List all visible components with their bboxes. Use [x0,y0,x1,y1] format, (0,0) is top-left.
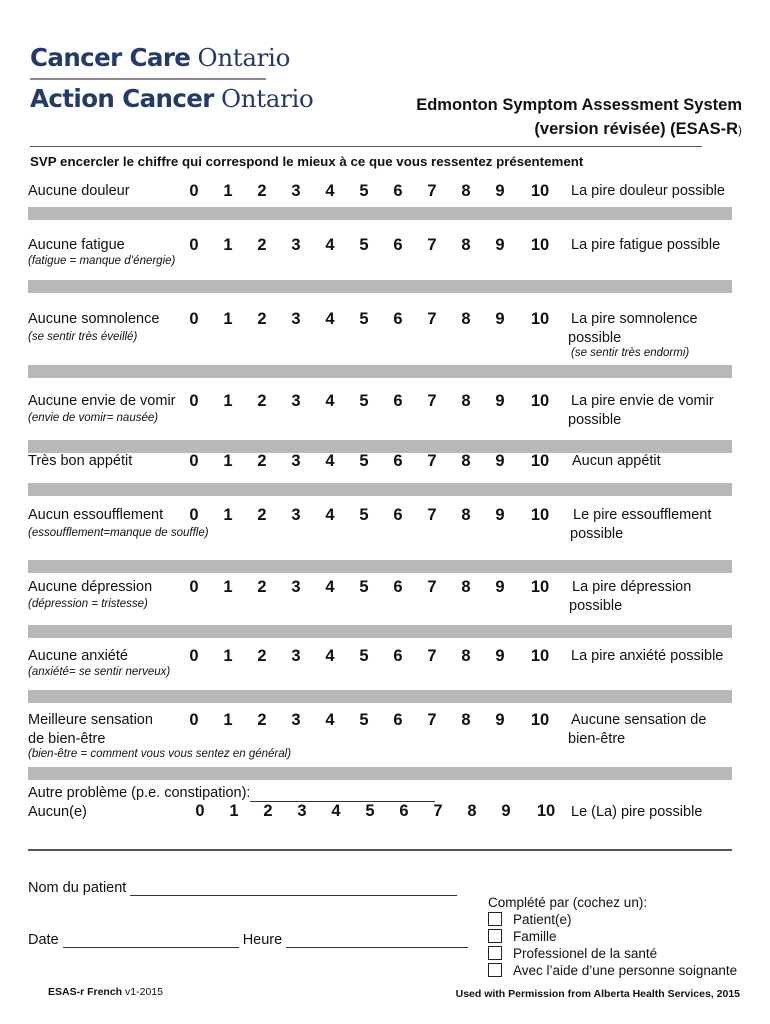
rating-option-8[interactable]: 8 [461,647,471,665]
rating-option-10[interactable]: 10 [530,182,550,200]
title-divider [30,146,702,147]
rating-option-0[interactable]: 0 [189,236,199,254]
rating-option-0[interactable]: 0 [189,647,199,665]
rating-option-7[interactable]: 7 [427,452,437,470]
rating-option-7[interactable]: 7 [427,506,437,524]
rating-option-4[interactable]: 4 [325,452,335,470]
rating-option-10[interactable]: 10 [530,711,550,729]
rating-option-1[interactable]: 1 [223,392,233,410]
rating-option-1[interactable]: 1 [223,236,233,254]
symptom-right-label: Aucune sensation de [571,712,707,728]
rating-option-5[interactable]: 5 [359,182,369,200]
rating-option-0[interactable]: 0 [189,392,199,410]
logo-french-light: Ontario [220,84,314,113]
other-rating-option-4[interactable]: 4 [331,802,341,820]
symptom-right-label-line2: possible [568,330,622,346]
rating-option-2[interactable]: 2 [257,310,267,328]
other-rating-option-9[interactable]: 9 [501,802,511,820]
rating-option-1[interactable]: 1 [223,506,233,524]
rating-option-2[interactable]: 2 [257,182,267,200]
rating-option-2[interactable]: 2 [257,452,267,470]
date-time-field [28,932,468,948]
other-rating-option-5[interactable]: 5 [365,802,375,820]
rating-option-7[interactable]: 7 [427,647,437,665]
row-divider-bar [28,365,732,378]
logo-line-french [30,83,314,115]
permission-notice: Used with Permission from Alberta Health Services, 2015 [455,988,740,1000]
symptom-left-label: Aucune envie de vomir [28,393,176,409]
other-rating-option-7[interactable]: 7 [433,802,443,820]
other-rating-option-2[interactable]: 2 [263,802,273,820]
rating-option-4[interactable]: 4 [325,506,335,524]
symptom-left-description: (bien-être = comment vous vous sentez en général) [28,748,292,760]
other-rating-option-0[interactable]: 0 [195,802,205,820]
rating-option-8[interactable]: 8 [461,506,471,524]
rating-option-7[interactable]: 7 [427,578,437,596]
completed-by-title: Complété par (cochez un): [488,895,648,910]
rating-option-6[interactable]: 6 [393,310,403,328]
rating-option-7[interactable]: 7 [427,236,437,254]
symptom-left-label: Aucune somnolence [28,311,160,327]
symptom-left-description: (se sentir très éveillé) [28,331,138,343]
rating-option-6[interactable]: 6 [393,452,403,470]
rating-option-9[interactable]: 9 [495,452,505,470]
rating-option-9[interactable]: 9 [495,647,505,665]
rating-option-8[interactable]: 8 [461,392,471,410]
completed-by-options [488,911,737,979]
rating-option-10[interactable]: 10 [530,236,550,254]
time-input[interactable] [286,934,468,948]
checkbox[interactable] [488,946,502,960]
rating-option-8[interactable]: 8 [461,236,471,254]
symptom-right-label-line2: possible [568,412,622,428]
symptom-right-label: Le pire essoufflement [573,507,712,523]
symptom-right-label: La pire douleur possible [571,183,725,199]
row-divider-bar [28,207,732,220]
rating-option-0[interactable]: 0 [189,310,199,328]
checkbox[interactable] [488,963,502,977]
rating-option-0[interactable]: 0 [189,506,199,524]
completed-by-option-label: Patient(e) [513,912,572,927]
other-problem-right-label: Le (La) pire possible [571,804,703,820]
rating-option-6[interactable]: 6 [393,236,403,254]
logo-french-bold: Action Cancer [30,84,214,113]
rating-option-3[interactable]: 3 [291,392,301,410]
other-rating-option-8[interactable]: 8 [467,802,477,820]
symptom-right-label-line2: possible [570,526,624,542]
rating-option-9[interactable]: 9 [495,310,505,328]
rating-option-1[interactable]: 1 [223,711,233,729]
rating-option-8[interactable]: 8 [461,310,471,328]
other-rating-option-6[interactable]: 6 [399,802,409,820]
rating-option-4[interactable]: 4 [325,182,335,200]
form-title-line1: Edmonton Symptom Assessment System [416,96,742,114]
rating-option-6[interactable]: 6 [393,711,403,729]
rating-option-5[interactable]: 5 [359,452,369,470]
logo-divider [30,78,266,80]
patient-name-field [28,880,457,896]
date-label: Date [28,932,59,948]
symptom-left-label: Aucune douleur [28,183,130,199]
rating-option-2[interactable]: 2 [257,647,267,665]
form-title-line2 [416,117,742,142]
rating-option-2[interactable]: 2 [257,236,267,254]
rating-option-0[interactable]: 0 [189,711,199,729]
completed-by-option-label: Avec l’aide d’une personne soignante [513,963,738,978]
rating-option-8[interactable]: 8 [461,452,471,470]
rating-option-5[interactable]: 5 [359,310,369,328]
form-title [416,93,742,142]
row-divider-bar [28,767,732,780]
rating-option-5[interactable]: 5 [359,647,369,665]
rating-option-10[interactable]: 10 [530,392,550,410]
logo-english-bold: Cancer Care [30,43,191,72]
other-problem-prompt-text: Autre problème (p.e. constipation): [28,785,251,801]
symptom-right-label-line2: possible [569,598,623,614]
row-divider-bar [28,625,732,638]
symptom-left-label: Très bon appétit [28,453,133,469]
rating-option-8[interactable]: 8 [461,711,471,729]
rating-option-0[interactable]: 0 [189,452,199,470]
date-input[interactable] [63,934,239,948]
rating-option-3[interactable]: 3 [291,711,301,729]
rating-option-6[interactable]: 6 [393,578,403,596]
row-divider-bar [28,280,732,293]
rating-option-4[interactable]: 4 [325,647,335,665]
logo-english-light: Ontario [197,43,291,72]
other-rating-option-1[interactable]: 1 [229,802,239,820]
rating-option-9[interactable]: 9 [495,506,505,524]
symptom-left-label: Aucune dépression [28,579,153,595]
rating-option-4[interactable]: 4 [325,711,335,729]
rating-option-1[interactable]: 1 [223,578,233,596]
row-divider-bar [28,483,732,496]
rating-option-6[interactable]: 6 [393,392,403,410]
symptom-right-label-line2: bien-être [568,731,626,747]
rating-option-2[interactable]: 2 [257,711,267,729]
symptom-right-label: La pire somnolence [571,311,698,327]
rating-option-0[interactable]: 0 [189,182,199,200]
symptom-right-label: Aucun appétit [572,453,661,469]
rating-option-10[interactable]: 10 [530,647,550,665]
rating-option-3[interactable]: 3 [291,578,301,596]
rating-option-3[interactable]: 3 [291,647,301,665]
row-divider-bar [28,690,732,703]
rating-option-1[interactable]: 1 [223,310,233,328]
rating-option-3[interactable]: 3 [291,452,301,470]
rating-option-1[interactable]: 1 [223,182,233,200]
symptom-left-label: Aucune anxiété [28,648,128,664]
patient-name-input[interactable] [130,882,457,896]
symptom-left-description: (fatigue = manque d’énergie) [28,255,176,267]
symptom-left-description: (anxiété= se sentir nerveux) [28,666,171,678]
rating-option-6[interactable]: 6 [393,506,403,524]
form-version: v1-2015 [125,986,163,998]
other-problem-row [0,782,770,842]
completed-by-section [488,894,737,979]
rating-option-10[interactable]: 10 [530,578,550,596]
symptom-left-label: Meilleure sensation [28,712,153,728]
patient-name-label: Nom du patient [28,880,127,896]
rating-option-10[interactable]: 10 [530,452,550,470]
rating-option-6[interactable]: 6 [393,647,403,665]
rating-option-9[interactable]: 9 [495,392,505,410]
rating-option-2[interactable]: 2 [257,392,267,410]
completed-by-option[interactable] [488,945,737,962]
rating-option-1[interactable]: 1 [223,647,233,665]
rating-option-9[interactable]: 9 [495,711,505,729]
rating-option-5[interactable]: 5 [359,236,369,254]
other-rating-option-10[interactable]: 10 [536,802,556,820]
form-title-line2-text: (version révisée) (ESAS-R [534,120,738,138]
row-divider-bar [28,560,732,573]
symptom-right-label: La pire anxiété possible [571,648,724,664]
other-problem-prompt [28,784,435,802]
rating-option-6[interactable]: 6 [393,182,403,200]
rating-option-7[interactable]: 7 [427,182,437,200]
completed-by-option-label: Professionel de la santé [513,946,658,961]
rating-option-10[interactable]: 10 [530,310,550,328]
completed-by-option[interactable] [488,911,737,928]
rating-option-5[interactable]: 5 [359,578,369,596]
rating-option-3[interactable]: 3 [291,310,301,328]
symptom-left-label: Aucun essoufflement [28,507,164,523]
rating-option-7[interactable]: 7 [427,711,437,729]
rating-option-7[interactable]: 7 [427,392,437,410]
symptom-left-description: (dépression = tristesse) [28,598,148,610]
other-rating-option-3[interactable]: 3 [297,802,307,820]
time-label: Heure [242,932,283,948]
symptom-right-label: La pire fatigue possible [571,237,721,253]
symptom-right-label: La pire dépression [572,579,692,595]
symptom-left-description: (essoufflement=manque de souffle) [28,527,209,539]
rating-option-4[interactable]: 4 [325,392,335,410]
rating-option-9[interactable]: 9 [495,182,505,200]
form-title-line2-end: ) [738,123,742,137]
rating-option-1[interactable]: 1 [223,452,233,470]
rating-option-4[interactable]: 4 [325,236,335,254]
other-problem-left-label: Aucun(e) [28,804,87,820]
rating-option-10[interactable]: 10 [530,506,550,524]
rating-option-5[interactable]: 5 [359,506,369,524]
rating-option-3[interactable]: 3 [291,182,301,200]
rating-option-9[interactable]: 9 [495,578,505,596]
symptom-left-label: Aucune fatigue [28,237,125,253]
rating-option-5[interactable]: 5 [359,392,369,410]
rating-option-3[interactable]: 3 [291,506,301,524]
cancer-care-ontario-logo [30,42,314,115]
rating-option-2[interactable]: 2 [257,506,267,524]
instructions: SVP encercler le chiffre qui correspond le mieux à ce que vous ressentez présentement [30,154,584,169]
completed-by-option[interactable] [488,962,737,979]
rating-option-2[interactable]: 2 [257,578,267,596]
form-identifier [48,986,163,998]
symptom-left-label-line2: de bien-être [28,731,106,747]
symptom-right-label: La pire envie de vomir [571,393,714,409]
symptom-left-description: (envie de vomir= nausée) [28,412,159,424]
section-divider [28,849,732,851]
rating-option-0[interactable]: 0 [189,578,199,596]
rating-option-4[interactable]: 4 [325,310,335,328]
rating-option-5[interactable]: 5 [359,711,369,729]
checkbox[interactable] [488,929,502,943]
rating-option-7[interactable]: 7 [427,310,437,328]
completed-by-option-label: Famille [513,929,557,944]
rating-option-8[interactable]: 8 [461,182,471,200]
rating-option-8[interactable]: 8 [461,578,471,596]
symptom-right-description: (se sentir très endormi) [571,347,690,359]
rating-option-9[interactable]: 9 [495,236,505,254]
rating-option-3[interactable]: 3 [291,236,301,254]
logo-line-english [30,42,291,74]
form-name: ESAS-r French [48,986,123,998]
other-problem-input[interactable] [250,788,435,802]
rating-option-4[interactable]: 4 [325,578,335,596]
checkbox[interactable] [488,912,502,926]
completed-by-option[interactable] [488,928,737,945]
